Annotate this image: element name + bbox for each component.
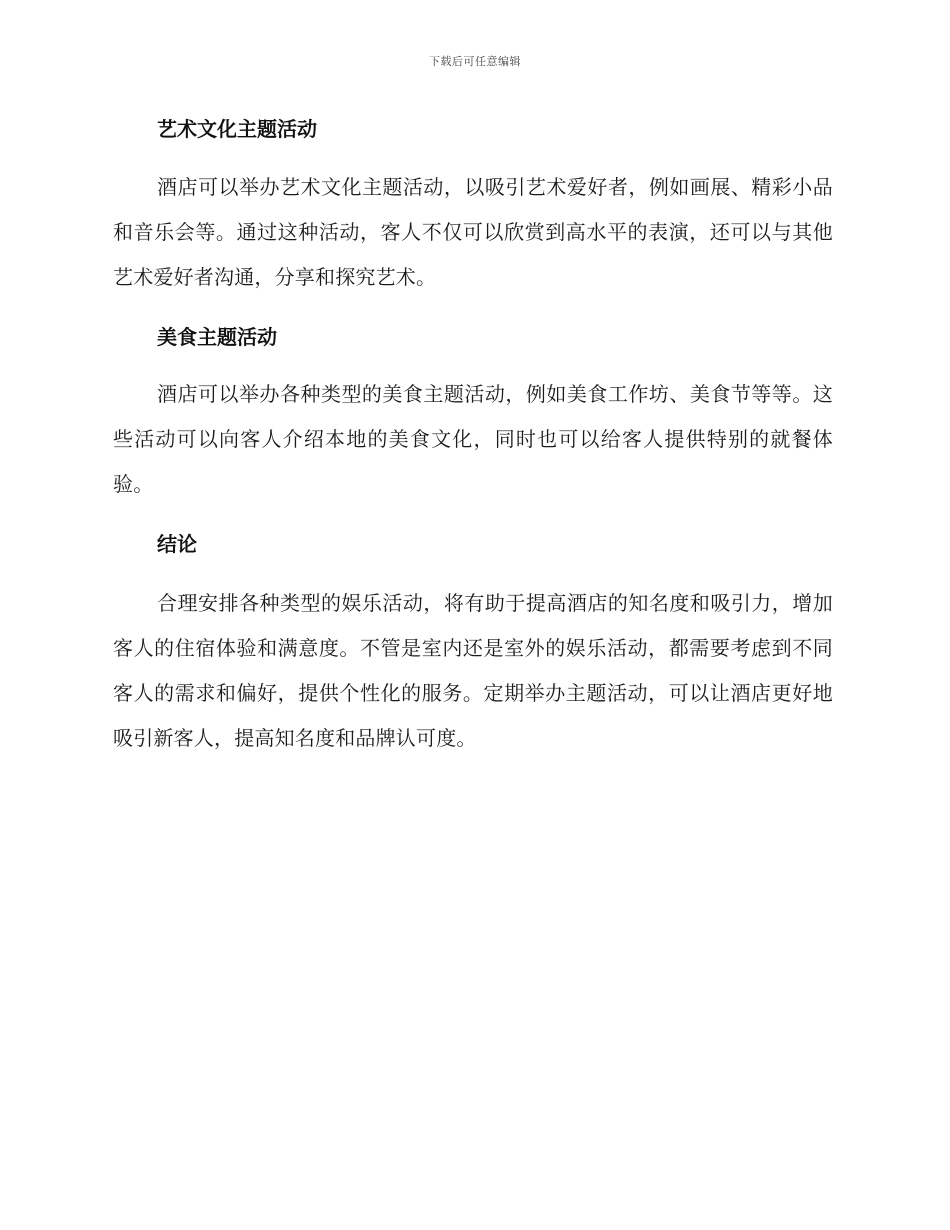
document-body: [113, 112, 833, 761]
section-heading-art-culture: 艺术文化主题活动: [157, 117, 317, 141]
section-heading-food: 美食主题活动: [157, 325, 277, 349]
section-paragraph-food: 酒店可以举办各种类型的美食主题活动，例如美食工作坊、美食节等等。这些活动可以向客人介绍本地的美食文化，同时也可以给客人提供特别的就餐体验。: [113, 382, 833, 496]
header-note: 下载后可任意编辑: [429, 55, 521, 68]
section-heading-conclusion: 结论: [157, 532, 197, 556]
section-paragraph-art-culture: 酒店可以举办艺术文化主题活动，以吸引艺术爱好者，例如画展、精彩小品和音乐会等。通过这种活动，客人不仅可以欣赏到高水平的表演，还可以与其他艺术爱好者沟通，分享和探究艺术。: [113, 175, 833, 289]
section-paragraph-conclusion: 合理安排各种类型的娱乐活动，将有助于提高酒店的知名度和吸引力，增加客人的住宿体验和满意度。不管是室内还是室外的娱乐活动，都需要考虑到不同客人的需求和偏好，提供个性化的服务。定期举办主题活动，可以让酒店更好地吸引新客人，提高知名度和品牌认可度。: [113, 591, 833, 750]
